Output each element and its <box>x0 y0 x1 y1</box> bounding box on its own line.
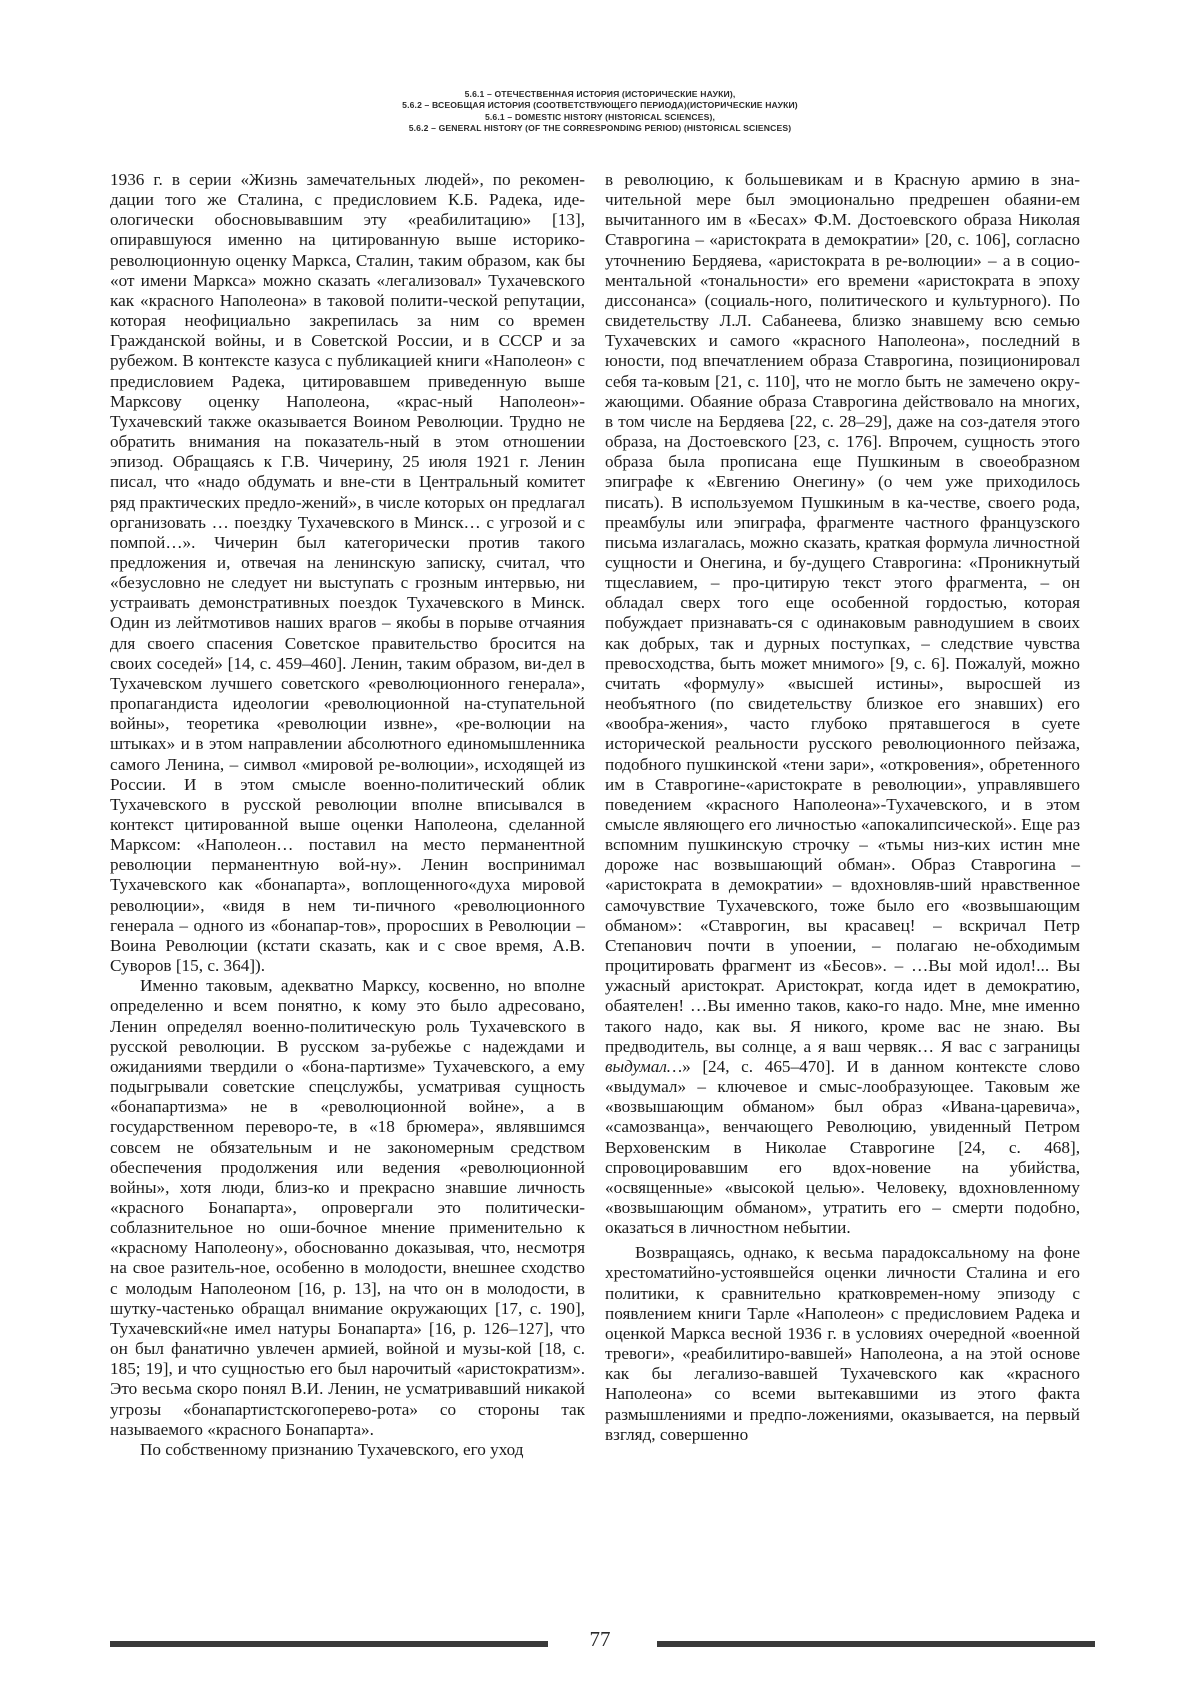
paragraph: По собственному признанию Тухачевского, его уход <box>140 1439 524 1459</box>
left-column <box>110 170 585 1460</box>
right-column <box>605 170 1080 1445</box>
italic-word: выдумал… <box>605 1056 683 1076</box>
paragraph <box>605 170 1080 1238</box>
header-line: 5.6.2 – GENERAL HISTORY (OF THE CORRESPONDING PERIOD) (HISTORICAL SCIENCES) <box>408 122 792 133</box>
header-line: 5.6.2 – ВСЕОБЩАЯ ИСТОРИЯ (СООТВЕТСТВУЮЩЕГО ПЕРИОДА)(ИСТОРИЧЕСКИЕ НАУКИ) <box>402 100 798 111</box>
paragraph-text: в революцию, к большевикам и в Красную армию в зна-чительной мере был эмоционально предрешен обаяни-ем вычитанного им в «Бесах» Ф.М. Достоевского образа Николая Ставрогина – «аристократа в демократии» [20, с. 106], согласно уточнению Бердяева, «аристократа в ре-волюции» – а в социо-ментальной «тональности» его времени «аристократа в эпоху диссонанса» (социаль-ного, политического и культурного). По свидетельству Л.Л. Сабанеева, близко знавшему всю семью Тухачевских и самого «красного Наполеона», последний в юности, под впечатлением образа Ставрогина, позиционировал себя та-ковым [21, с. 110], что не могло быть не замечено окру-жающими. Обаяние образа Ставрогина действовало на многих, в том числе на Бердяева [22, с. 28–29], даже на соз-дателя этого образа, на Достоевского [23, с. 176]. Впрочем, сущность этого образа была прописана еще Пушкиным в своеобразном эпиграфе к «Евгению Онегину» (о чем уже приходилось писать). В используемом Пушкиным в ка-честве, своего рода, преамбулы или эпиграфа, фрагменте частного французского письма излагалась, можно сказать, краткая формула личностной сущности и Онегина, и бу-дущего Ставрогина: «Проникнутый тщеславием, – про-цитирую текст этого фрагмента, – он обладал сверх того еще особенной гордостью, которая побуждает признавать-ся с одинаковым равнодушием в своих как добрых, так и дурных поступках, – следствие чувства превосходства, быть может мнимого» [9, с. 6]. Пожалуй, можно считать «формулу» «высшей истины», выросшей из необъятного (по свидетельству близкое его знавших) его «вообра-жения», часто глубоко прятавшегося в суете исторической реальности русского революционного пейзажа, подобного пушкинской «тени зари», «откровения», обретенного им в Ставрогине-«аристократе в революции», управлявшего поведением «красного Наполеона»-Тухачевского, и в этом смысле являющего его личностью «апокалипсической». Еще раз вспомним пушкинскую строчку – «тьмы низ-ких истин мне дороже нас возвышающий обман». Образ Ставрогина – «аристократа в демократии» – вдохновляв-ший нравственное самочувствие Тухачевского, тоже было его «возвышающим обманом»: «Ставрогин, вы красавец! – вскричал Петр Степанович почти в упоении, – полагаю не-обходимым процитировать фрагмент из «Бесов». – …Вы мой идол!... Вы ужасный аристократ. Аристократ, когда идет в демократию, обаятелен! …Вы именно таков, како-го надо. Мне, мне именно такого надо, как вы. Я никого, кроме вас не знаю. Вы предводитель, вы солнце, а я ваш червяк… Я вас с заграницы <box>605 170 1080 1056</box>
page-number: 77 <box>589 1627 611 1651</box>
paragraph: Именно таковым, адекватно Марксу, косвенно, но вполне определенно и всем понятно, к кому это было адресовано, Ленин определял военно-политическую роль Тухачевского в русской революции. В русском за-рубежье с надеждами и ожиданиями твердили о «бона-партизме» Тухачевского, а ему подыгрывали советские спецслужбы, усматривая сущность «бонапартизма» не в «революционной войне», а в государственном переворо-те, в «18 брюмера», являвшимся совсем не обязательным и не закономерным средством обеспечения продолжения или ведения «революционной войны», хотя люди, близ-ко и прекрасно знавшие личность «красного Бонапарта», опровергали это политически-соблазнительное но оши-бочное мнение применительно к «красному Наполеону», обоснованно доказывая, что, несмотря на свое разитель-ное, особенно в молодости, внешнее сходство с молодым Наполеоном [16, p. 13], на что он в молодости, в шутку-частенько обращал внимание окружающих [17, с. 190], Тухачевский«не имел натуры Бонапарта» [16, p. 126–127], что он был фанатично увлечен армией, войной и музы-кой [18, с. 185; 19], и что сущностью его был нарочитый «аристократизм». Это весьма скоро понял В.И. Ленин, не усматривавший никакой угрозы «бонапартистскогоперево-рота» со стороны так называемого «красного Бонапарта». <box>110 976 585 1439</box>
running-header <box>0 89 1200 134</box>
footer-rule-right <box>657 1641 1095 1647</box>
paragraph-text: » [24, с. 465–470]. И в данном контексте слово «выдумал» – ключевое и смыс-лообразующее. Таковым же «возвышающим обманом» был образ «Ивана-царевича», «самозванца», венчающего Революцию, увиденный Петром Верховенским в Николае Ставрогине [24, с. 468], спровоцировавшим его вдох-новение на убийства, «освященные» «высокой целью». Человеку, вдохновленному «возвышающим обманом», утратить его – смерти подобно, оказаться в личностном небытии. <box>605 1056 1080 1238</box>
header-line: 5.6.1 – DOMESTIC HISTORY (HISTORICAL SCIENCES), <box>484 111 716 122</box>
footer-rule-left <box>110 1641 548 1647</box>
paragraph: Возвращаясь, однако, к весьма парадоксальному на фоне хрестоматийно-устоявшейся оценки личности Сталина и его политики, к сравнительно кратковремен-ному эпизоду с появлением книги Тарле «Наполеон» с предисловием Радека и оценкой Маркса весной 1936 г. в условиях очередной «военной тревоги», «реабилитиро-вавшей» Наполеона, а на этой основе как бы легализо-вавшей Тухачевского как «красного Наполеона» со всеми вытекавшими из этого факта размышлениями и предпо-ложениями, оказывается, на первый взгляд, совершенно <box>605 1243 1080 1444</box>
header-line: 5.6.1 – ОТЕЧЕСТВЕННАЯ ИСТОРИЯ (ИСТОРИЧЕСКИЕ НАУКИ), <box>464 89 736 99</box>
paragraph: 1936 г. в серии «Жизнь замечательных людей», по рекомен-дации того же Сталина, с предисловием К.Б. Радека, иде-ологически обосновывавшим эту «реабилитацию» [13], опиравшуюся именно на цитированную выше историко-революционную оценку Маркса, Сталин, таким образом, как бы «от имени Маркса» можно сказать «легализовал» Тухачевского как «красного Наполеона» в таковой полити-ческой репутации, которая неофициально закрепилась за ним со времен Гражданской войны, и в Советской России, и в СССР и за рубежом. В контексте казуса с публикацией книги «Наполеон» с предисловием Радека, цитировавшем приведенную выше Марксову оценку Наполеона, «крас-ный Наполеон»-Тухачевский также оказывается Воином Революции. Трудно не обратить внимания на показатель-ный в этом отношении эпизод. Обращаясь к Г.В. Чичерину, 25 июля 1921 г. Ленин писал, что «надо обдумать и вне-сти в Центральный комитет ряд практических предло-жений», в числе которых он предлагал организовать … поездку Тухачевского в Минск… с угрозой и с помпой…». Чичерин был категорически против такого предложения и, отвечая на ленинскую записку, считал, что «безусловно не следует ни выступать с грозным интервью, ни устраивать демонстративных поездок Тухачевского в Минск. Один из лейтмотивов наших врагов – якобы в порыве отчаяния для своего спасения Советское правительство бросится на своих соседей» [14, с. 459–460]. Ленин, таким образом, ви-дел в Тухачевском лучшего советского «революционного генерала», пропагандиста идеологии «революционной на-ступательной войны», теоретика «революции извне», «ре-волюции на штыках» и в этом направлении абсолютного единомышленника самого Ленина, – символ «мировой ре-волюции», исходящей из России. И в этом смысле военно-политический облик Тухачевского в русской революции вполне вписывался в контекст цитированной выше оценки Наполеона, сделанной Марксом: «Наполеон… поставил на место перманентной революции перманентную вой-ну». Ленин воспринимал Тухачевского как «бонапарта», воплощенного«духа мировой революции», «видя в нем ти-пичного «революционного генерала – одного из «бонапар-тов», проросших в Революции – Воина Революции (кстати сказать, как и с свое время, А.В. Суворов [15, с. 364]). <box>110 170 585 976</box>
